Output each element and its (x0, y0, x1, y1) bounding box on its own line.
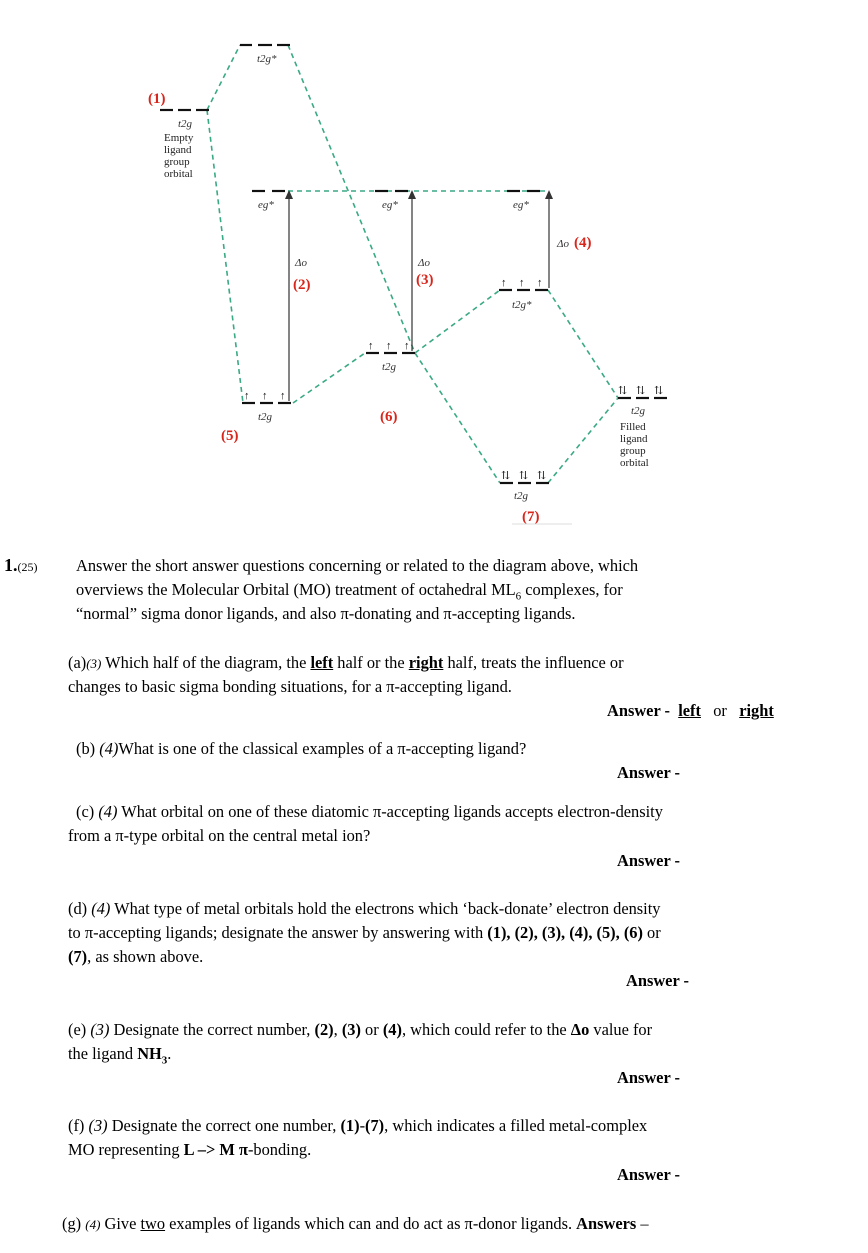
delta-arrows (285, 190, 553, 401)
question-intro-line-1: Answer the short answer questions concerning or related to the diagram above, which (76, 556, 639, 575)
svg-text:↑: ↑ (280, 390, 286, 402)
part-f-answer[interactable]: Answer - (617, 1165, 680, 1184)
orbital-label: eg* (513, 199, 529, 211)
left-option[interactable]: left (678, 701, 701, 720)
svg-text:↑: ↑ (244, 390, 250, 402)
svg-text:⇅: ⇅ (654, 385, 664, 397)
svg-text:orbital: orbital (164, 168, 193, 180)
delta-label: Δo (557, 238, 569, 250)
svg-text:↑: ↑ (368, 340, 374, 352)
orbital-label: t2g (631, 405, 646, 417)
orbital-label: t2g (514, 490, 529, 502)
electrons (244, 277, 663, 482)
orbital-label: t2g* (257, 53, 277, 65)
svg-text:group: group (620, 445, 646, 457)
part-g-answer[interactable]: Answers (576, 1214, 637, 1233)
label-1: (1) (148, 91, 166, 107)
mo-diagram (0, 0, 868, 530)
part-c-line-1: (c) (4) What orbital on one of these diatomic π-accepting ligands accepts electron-density (76, 802, 663, 821)
part-a-line-2: changes to basic sigma bonding situations, for a π-accepting ligand. (68, 677, 512, 696)
part-g-question: (g) (4) Give two examples of ligands which can and do act as π-donor ligands. Answers – (62, 1214, 649, 1233)
right-option[interactable]: right (739, 701, 774, 720)
svg-text:ligand: ligand (164, 144, 192, 156)
part-a-line-1: (a)(3) Which half of the diagram, the left half or the right half, treats the influence or (68, 653, 624, 672)
energy-levels (160, 45, 667, 483)
delta-label: Δo (418, 257, 430, 269)
svg-text:Empty: Empty (164, 132, 194, 144)
svg-text:group: group (164, 156, 190, 168)
part-f-line-1: (f) (3) Designate the correct one number, (1)-(7), which indicates a filled metal-complex (68, 1116, 648, 1135)
part-b-question: (b) (4)What is one of the classical examples of a π-accepting ligand? (76, 739, 527, 758)
svg-text:⇅: ⇅ (636, 385, 646, 397)
orbital-label: t2g (178, 118, 193, 130)
orbital-label: eg* (258, 199, 274, 211)
svg-text:↑: ↑ (386, 340, 392, 352)
part-d-answer[interactable]: Answer - (626, 971, 689, 990)
svg-text:ligand: ligand (620, 433, 648, 445)
delta-label: Δo (295, 257, 307, 269)
part-d-line-2: to π-accepting ligands; designate the answer by answering with (1), (2), (3), (4), (5), (6) or (68, 923, 661, 942)
part-c-answer[interactable]: Answer - (617, 851, 680, 870)
part-a-answer: Answer - left or right (607, 701, 774, 720)
svg-text:↑: ↑ (519, 277, 525, 289)
part-e-line-2: the ligand $NH_3$. (68, 1044, 172, 1067)
svg-text:↑: ↑ (537, 277, 543, 289)
part-e-answer[interactable]: Answer - (617, 1068, 680, 1087)
svg-text:↑: ↑ (404, 340, 410, 352)
label-7: (7) (522, 509, 540, 525)
orbital-label: t2g* (512, 299, 532, 311)
label-2: (2) (293, 277, 311, 293)
part-e-line-1: (e) (3) Designate the correct number, (2), (3) or (4), which could refer to the Δo value for (68, 1020, 653, 1039)
question-intro-line-2: overviews the Molecular Orbital (MO) treatment of octahedral $ML_6$ complexes, for (76, 580, 623, 603)
part-f-line-2: MO representing L –> M π-bonding. (68, 1140, 312, 1159)
label-3: (3) (416, 272, 434, 288)
empty-ligand-label (164, 132, 194, 180)
svg-text:↑: ↑ (501, 277, 507, 289)
orbital-label: t2g (382, 361, 397, 373)
svg-text:⇅: ⇅ (519, 470, 529, 482)
part-d-line-3: (7), as shown above. (68, 947, 204, 966)
orbital-label: t2g (258, 411, 273, 423)
label-6: (6) (380, 409, 398, 425)
question-number: 1.(25) (4, 555, 38, 575)
svg-text:↑: ↑ (262, 390, 268, 402)
orbital-label: eg* (382, 199, 398, 211)
part-c-line-2: from a π-type orbital on the central metal ion? (68, 826, 371, 845)
svg-text:⇅: ⇅ (501, 470, 511, 482)
part-d-line-1: (d) (4) What type of metal orbitals hold the electrons which ‘back-donate’ electron density (68, 899, 661, 918)
part-b-answer[interactable]: Answer - (617, 763, 680, 782)
question-intro-line-3: “normal” sigma donor ligands, and also π-donating and π-accepting ligands. (76, 604, 576, 623)
svg-text:⇅: ⇅ (618, 385, 628, 397)
svg-text:Filled: Filled (620, 421, 646, 433)
label-4: (4) (574, 235, 592, 251)
label-5: (5) (221, 428, 239, 444)
svg-text:⇅: ⇅ (537, 470, 547, 482)
svg-text:orbital: orbital (620, 457, 649, 469)
filled-ligand-label (620, 421, 649, 469)
